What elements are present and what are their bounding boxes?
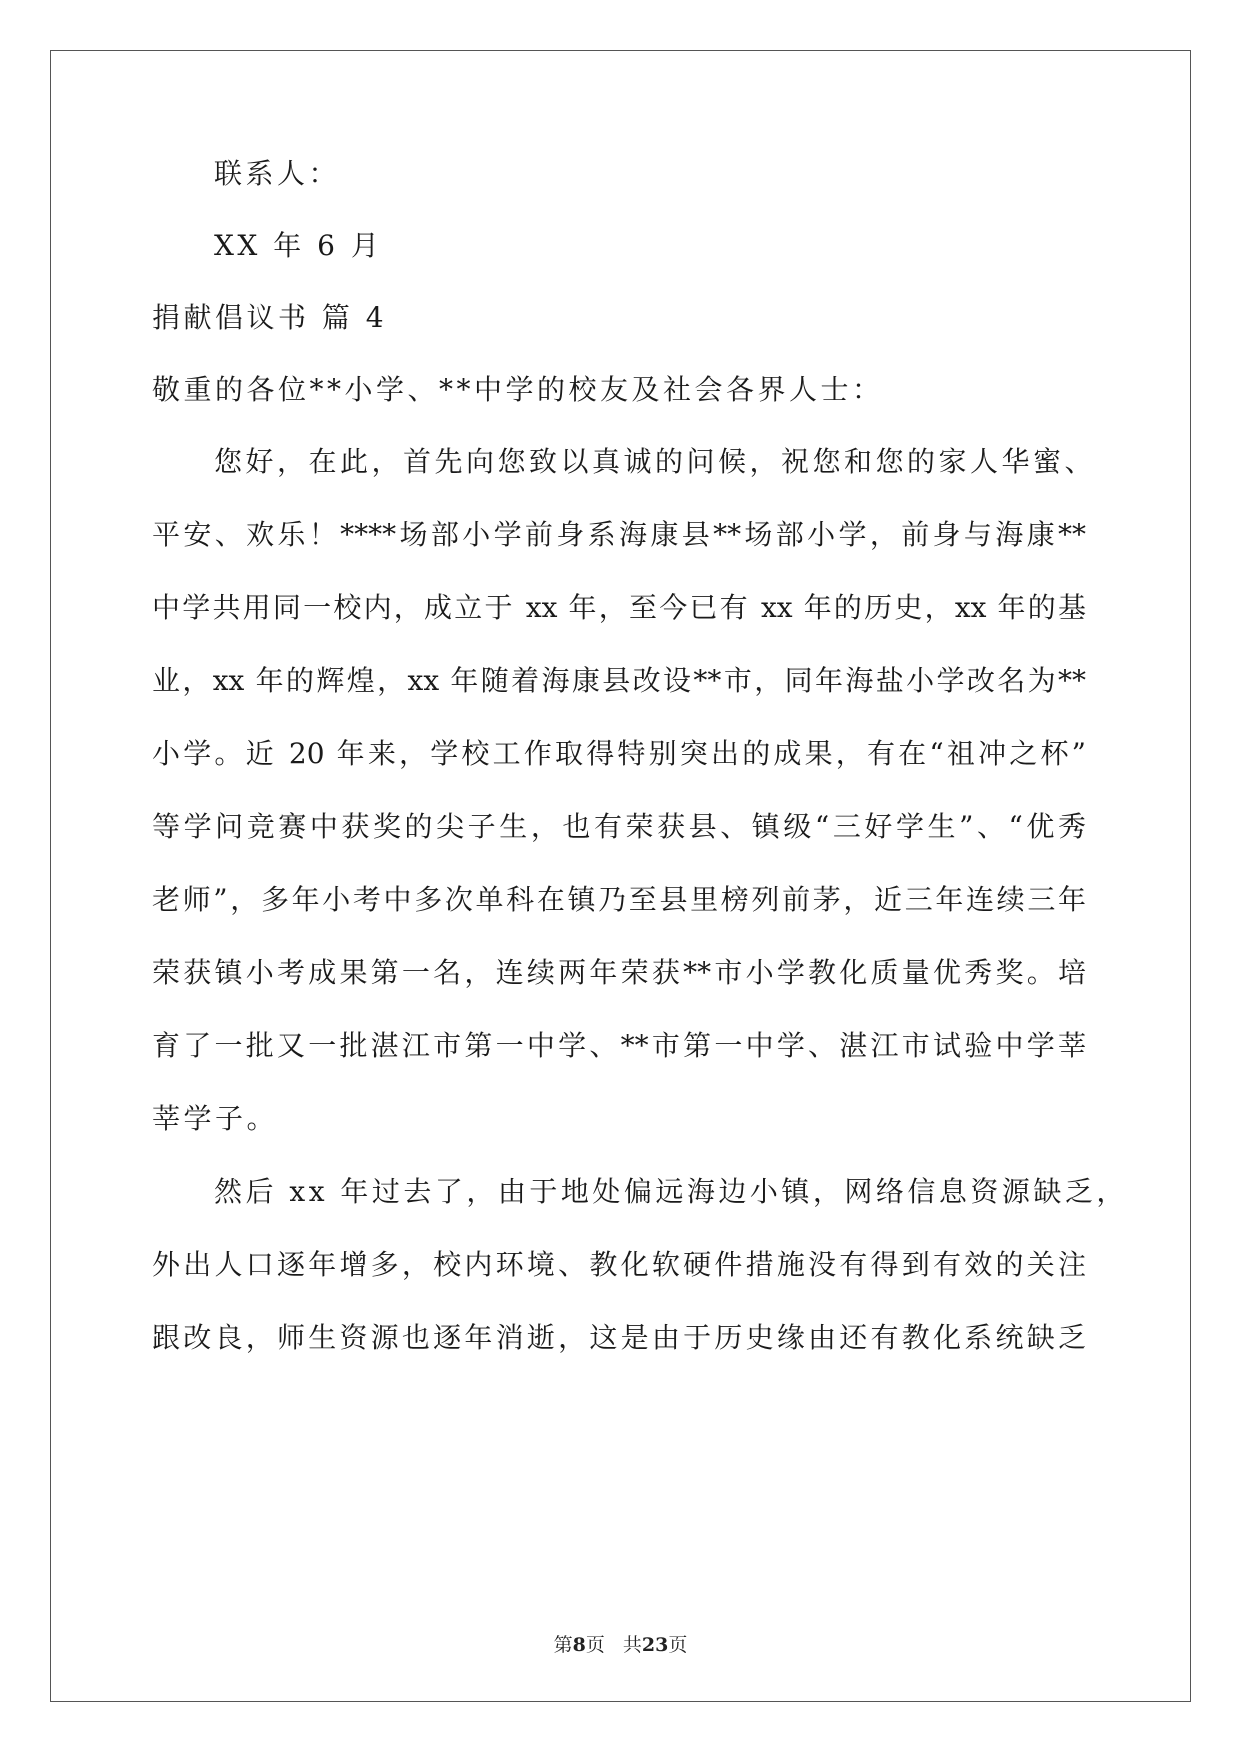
paragraph-1-line: 荣获镇小考成果第一名，连续两年荣获**市小学教化质量优秀奖。培 [152,956,1086,989]
salutation: 敬重的各位**小学、**中学的校友及社会各界人士： [152,373,884,406]
total-prefix: 共 [622,1634,642,1656]
paragraph-1-line: 莘学子。 [152,1102,279,1135]
section-heading: 捐献倡议书 篇 4 [152,301,388,334]
paragraph-1-line: 等学问竞赛中获奖的尖子生，也有荣获县、镇级“三好学生”、“优秀 [152,810,1086,843]
paragraph-1-line: 小学。近 20 年来，学校工作取得特别突出的成果，有在“祖冲之杯” [152,737,1086,770]
paragraph-1-line: 业，xx 年的辉煌，xx 年随着海康县改设**市，同年海盐小学改名为** [152,664,1086,697]
paragraph-2-line: 跟改良，师生资源也逐年消逝，这是由于历史缘由还有教化系统缺乏 [152,1321,1086,1354]
paragraph-1-line: 您好，在此，首先向您致以真诚的问候，祝您和您的家人华蜜、 [214,445,1097,478]
paragraph-2-line: 然后 xx 年过去了，由于地处偏远海边小镇，网络信息资源缺乏， [214,1175,1128,1208]
date-line: XX 年 6 月 [214,229,383,262]
paragraph-1-line: 中学共用同一校内，成立于 xx 年，至今已有 xx 年的历史，xx 年的基 [152,591,1086,624]
page-current: 8 [572,1634,586,1656]
page-footer [0,1632,1241,1658]
paragraph-1-line: 平安、欢乐！****场部小学前身系海康县**场部小学，前身与海康** [152,518,1086,551]
page-total: 23 [641,1634,669,1656]
paragraph-2-line: 外出人口逐年增多，校内环境、教化软硬件措施没有得到有效的关注 [152,1248,1086,1281]
paragraph-1-line: 育了一批又一批湛江市第一中学、**市第一中学、湛江市试验中学莘 [152,1029,1086,1062]
page-suffix: 页 [585,1634,605,1656]
page-prefix: 第 [553,1634,573,1656]
paragraph-1-line: 老师”，多年小考中多次单科在镇乃至县里榜列前茅，近三年连续三年 [152,883,1086,916]
total-suffix: 页 [668,1634,688,1656]
contact-line: 联系人： [214,157,341,190]
